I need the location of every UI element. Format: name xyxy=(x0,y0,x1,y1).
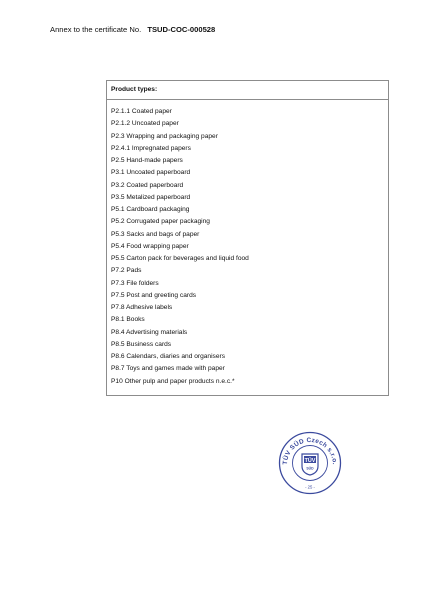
list-item: P5.4 Food wrapping paper xyxy=(111,242,189,250)
list-item: P8.1 Books xyxy=(111,316,145,324)
list-item: P7.3 File folders xyxy=(111,279,159,287)
product-types-list xyxy=(107,100,388,388)
list-item: P7.5 Post and greeting cards xyxy=(111,291,197,299)
tuv-logo-icon xyxy=(302,454,318,475)
list-item: P3.5 Metalized paperboard xyxy=(111,193,191,201)
stamp-number: - 25 - xyxy=(305,484,315,490)
product-types-table xyxy=(106,80,389,396)
list-item: P2.1.1 Coated paper xyxy=(111,108,172,115)
list-item: P2.5 Hand-made papers xyxy=(111,157,183,164)
list-item: P8.7 Toys and games made with paper xyxy=(111,365,225,373)
list-item: P5.1 Cardboard packaging xyxy=(111,206,190,213)
product-types-title: Product types: xyxy=(107,81,388,100)
list-item: P2.3 Wrapping and packaging paper xyxy=(111,132,218,140)
list-item: P5.3 Sacks and bags of paper xyxy=(111,230,200,238)
stamp-ring-text: TÜV SÜD Czech s.r.o. xyxy=(281,436,339,466)
list-item: P5.2 Corrugated paper packaging xyxy=(111,218,210,226)
stamp-logo-subtext: SÜD xyxy=(306,466,314,471)
list-item: P8.5 Business cards xyxy=(111,340,172,348)
certificate-number: TSUD-COC-000528 xyxy=(147,25,216,34)
list-item: P8.6 Calendars, diaries and organisers xyxy=(111,353,225,360)
list-item: P5.5 Carton pack for beverages and liquid food xyxy=(111,255,249,262)
list-item: P8.4 Advertising materials xyxy=(111,328,188,336)
tuv-sud-stamp xyxy=(278,431,342,495)
list-item: P7.2 Pads xyxy=(111,267,142,275)
list-item: P7.8 Adhesive labels xyxy=(111,304,173,311)
list-item: P2.4.1 Impregnated papers xyxy=(111,144,191,152)
list-item: P2.1.2 Uncoated paper xyxy=(111,120,179,128)
header-prefix: Annex to the certificate No. xyxy=(50,25,142,34)
stamp-logo-text: TÜV xyxy=(304,457,316,464)
certificate-header xyxy=(50,25,215,34)
list-item: P10 Other pulp and paper products n.e.c.* xyxy=(111,377,235,385)
list-item: P3.2 Coated paperboard xyxy=(111,181,184,189)
list-item: P3.1 Uncoated paperboard xyxy=(111,169,191,177)
